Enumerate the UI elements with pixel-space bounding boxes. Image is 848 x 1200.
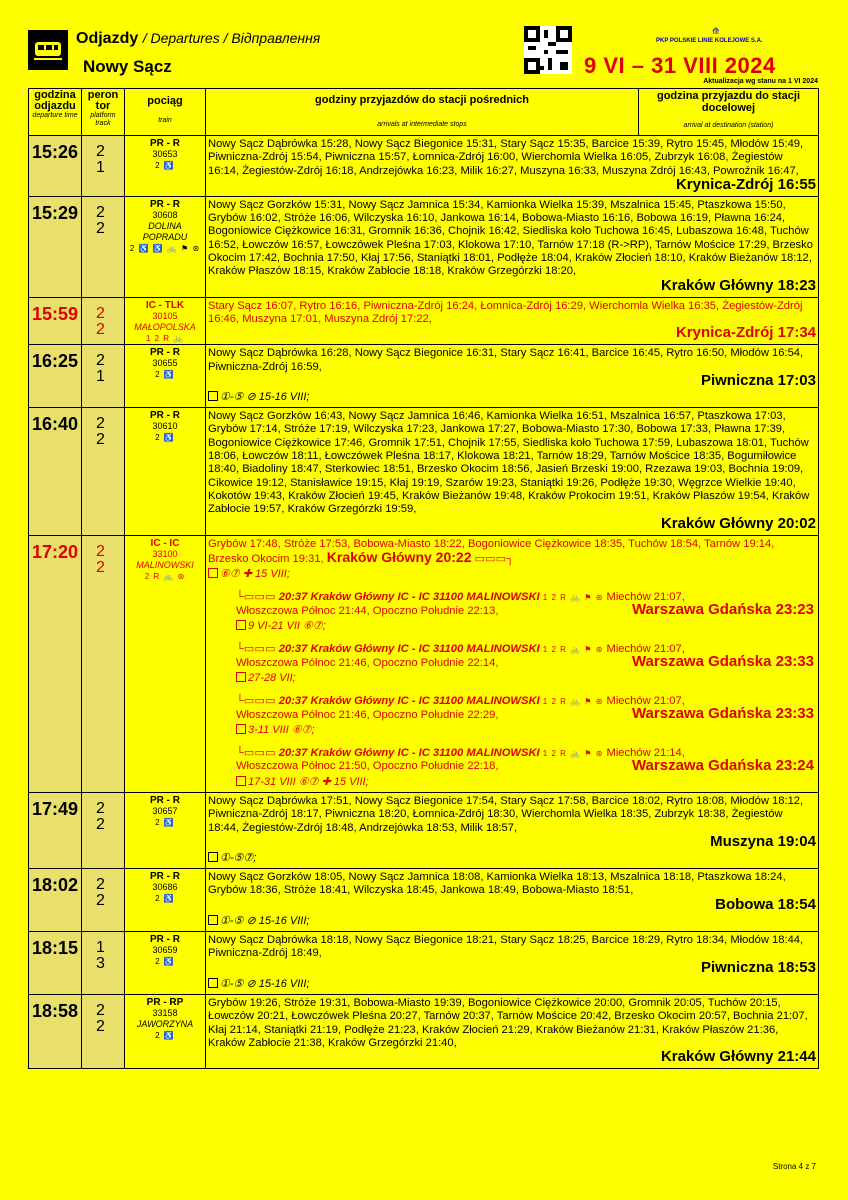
destination: Piwniczna 17:03 bbox=[700, 371, 816, 389]
table-row bbox=[29, 196, 819, 297]
update-note: Aktualizacja wg stanu na 1 VI 2024 bbox=[703, 78, 818, 85]
transfer-icon: └▭▭▭ bbox=[236, 643, 276, 656]
connection-destination: Warszawa Gdańska 23:23 bbox=[631, 601, 814, 619]
train-logo-icon bbox=[28, 30, 68, 70]
amenity-icons: 2 ♿ bbox=[155, 957, 175, 967]
platform-track: 1 3 bbox=[82, 932, 125, 995]
stops-cell: Nowy Sącz Gorzków 18:05, Nowy Sącz Jamnica 18:08, Kamionka Wielka 18:13, Mszalnica 18:18, Ptaszkowa 18:24, Grybów 18:36, Stróże 18:41, Wilczyska 18:45, Jankowa 18:49, Bobowa-Miasto 18:51, Bobowa 18:54 ①-⑤ ⊘ 15-16 VIII; bbox=[206, 869, 819, 932]
calendar-icon bbox=[208, 852, 218, 862]
departure-time: 16:25 bbox=[29, 345, 82, 408]
calendar-icon bbox=[208, 391, 218, 401]
platform-track: 2 1 bbox=[82, 345, 125, 408]
page-number: Strona 4 z 7 bbox=[772, 1162, 816, 1171]
stops-cell: Grybów 19:26, Stróże 19:31, Bobowa-Miasto 19:39, Bogoniowice Ciężkowice 20:00, Gromnik 20:05, Tuchów 20:15, Łowczów 20:21, Łowczówek Pleśna 20:27, Tarnów 20:37, Tarnów Mościce 20:42, Brzesko Okocim 20:57, Bochnia 21:07, Kłaj 21:14, Staniątki 21:19, Podłęże 21:23, Kraków Złocień 21:29, Kraków Bieżanów 21:31, Kraków Płaszów 21:36, Kraków Zabłocie 21:38, Kraków Grzegórzki 21:40, Kraków Główny 21:44 bbox=[206, 994, 819, 1068]
departure-time: 18:15 bbox=[29, 932, 82, 995]
train-info: PR - R 30608 DOLINA POPRADU 2 ♿ ♿ 🚲 ⚑ ⊛ bbox=[125, 196, 206, 297]
platform-track: 2 2 bbox=[82, 297, 125, 345]
destination: Kraków Główny 21:44 bbox=[660, 1048, 816, 1066]
train-info: PR - R 30653 2 ♿ bbox=[125, 136, 206, 197]
amenity-icons: 2 ♿ bbox=[155, 894, 175, 904]
departures-table bbox=[28, 88, 819, 1069]
table-row bbox=[29, 345, 819, 408]
table-header bbox=[29, 89, 819, 136]
transfer-icon: └▭▭▭ bbox=[236, 591, 276, 604]
table-row bbox=[29, 136, 819, 197]
departure-time: 15:59 bbox=[29, 297, 82, 345]
page-header bbox=[28, 26, 818, 88]
train-connection-icon: ▭▭▭┐ bbox=[474, 552, 515, 565]
platform-track: 2 2 bbox=[82, 196, 125, 297]
transfer-icon: └▭▭▭ bbox=[236, 695, 276, 708]
connection-item: └▭▭▭ 20:37 Kraków Główny IC - IC 31100 MALINOWSKI 1 2 R 🚲 ⚑ ⊛ Miechów 21:07, Włoszczowa Północ 21:44, Opoczno Południe 22:13, Warszawa Gdańska 23:23 9 VI-21 VII ⑥⑦; bbox=[236, 591, 814, 633]
train-info: PR - R 30659 2 ♿ bbox=[125, 932, 206, 995]
connection-item: └▭▭▭ 20:37 Kraków Główny IC - IC 31100 MALINOWSKI 1 2 R 🚲 ⚑ ⊛ Miechów 21:14, Włoszczowa Północ 21:50, Opoczno Południe 22:18, Warszawa Gdańska 23:24 17-31 VIII ⑥⑦ ✚ 15 VIII; bbox=[236, 747, 814, 788]
stops-cell: Nowy Sącz Dąbrówka 16:28, Nowy Sącz Biegonice 16:31, Stary Sącz 16:41, Barcice 16:45, Rytro 16:50, Młodów 16:54, Piwniczna-Zdrój 16:59, Piwniczna 17:03 ①-⑤ ⊘ 15-16 VIII; bbox=[206, 345, 819, 408]
train-info: IC - TLK 30105 MAŁOPOLSKA 1 2 R 🚲 bbox=[125, 297, 206, 345]
platform-track: 2 2 bbox=[82, 869, 125, 932]
destination: Kraków Główny 20:02 bbox=[660, 514, 816, 532]
calendar-icon bbox=[208, 568, 218, 578]
amenity-icons: 2 ♿ bbox=[155, 370, 175, 380]
departure-time: 15:26 bbox=[29, 136, 82, 197]
col-destination: godzina przyjazdu do stacji docelowej arrival at destination (station) bbox=[638, 89, 818, 135]
train-info: PR - R 30686 2 ♿ bbox=[125, 869, 206, 932]
calendar-icon bbox=[236, 672, 246, 682]
operator-name: PKP POLSKIE LINIE KOLEJOWE S.A. bbox=[656, 38, 763, 44]
connection-destination: Warszawa Gdańska 23:24 bbox=[631, 757, 814, 775]
platform-track: 2 2 bbox=[82, 994, 125, 1068]
departure-time: 16:40 bbox=[29, 408, 82, 535]
table-row bbox=[29, 994, 819, 1068]
departure-time: 15:29 bbox=[29, 196, 82, 297]
connection-destination: Warszawa Gdańska 23:33 bbox=[631, 653, 814, 671]
departure-time: 17:49 bbox=[29, 792, 82, 868]
amenity-icons: 2 ♿ ♿ 🚲 ⚑ ⊛ bbox=[129, 243, 201, 253]
amenity-icons: 2 ♿ bbox=[155, 817, 175, 827]
stops-cell: Nowy Sącz Gorzków 15:31, Nowy Sącz Jamnica 15:34, Kamionka Wielka 15:39, Mszalnica 15:45, Ptaszkowa 15:50, Grybów 16:02, Stróże 16:06, Wilczyska 16:10, Jankowa 16:14, Bobowa-Miasto 16:16, Bobowa 16:19, Pławna 16:24, Bogoniowice Ciężkowice 16:31, Gromnik 16:36, Chojnik 16:42, Siedliska koło Tuchowa 16:45, Lubaszowa 16:48, Tuchów 16:52, Łowczów 16:57, Łowczówek Pleśna 17:03, Klokowa 17:10, Tarnów 17:18 (R->RP), Tarnów Mościce 17:29, Brzesko Okocim 17:42, Bochnia 17:50, Kłaj 17:56, Staniątki 18:01, Podłęże 18:04, Kraków Złocień 18:10, Kraków Bieżanów 18:12, Kraków Płaszów 18:15, Kraków Zabłocie 18:18, Kraków Grzegórzki 18:20, Kraków Główny 18:23 bbox=[206, 196, 819, 297]
amenity-icons: 1 2 R 🚲 bbox=[145, 333, 185, 343]
platform-track: 2 2 bbox=[82, 408, 125, 535]
amenity-icons: 2 ♿ bbox=[155, 1030, 175, 1040]
col-platform: peron tor platform track bbox=[82, 89, 125, 136]
stops-cell: Nowy Sącz Dąbrówka 17:51, Nowy Sącz Biegonice 17:54, Stary Sącz 17:58, Barcice 18:02, Rytro 18:08, Młodów 18:12, Piwniczna-Zdrój 18:17, Piwniczna 18:20, Łomnica-Zdrój 18:30, Wierchomla Wielka 18:35, Zubrzyk 18:38, Żegiestów 18:44, Żegiestów-Zdrój 18:48, Andrzejówka 18:53, Milik 18:57, Muszyna 19:04 ①-⑤⑦; bbox=[206, 792, 819, 868]
amenity-icons: 2 ♿ bbox=[155, 433, 175, 443]
calendar-icon bbox=[236, 776, 246, 786]
validity-period: 9 VI – 31 VIII 2024 bbox=[584, 53, 776, 78]
table-row bbox=[29, 297, 819, 345]
station-name: Nowy Sącz bbox=[83, 57, 172, 76]
departure-time: 18:02 bbox=[29, 869, 82, 932]
destination: Krynica-Zdrój 16:55 bbox=[675, 175, 816, 193]
departure-time: 18:58 bbox=[29, 994, 82, 1068]
page-title: Odjazdy / Departures / Відправлення bbox=[76, 30, 321, 47]
connection-item: └▭▭▭ 20:37 Kraków Główny IC - IC 31100 MALINOWSKI 1 2 R 🚲 ⚑ ⊛ Miechów 21:07, Włoszczowa Północ 21:46, Opoczno Południe 22:14, Warszawa Gdańska 23:33 27-28 VII; bbox=[236, 643, 814, 684]
col-departure: godzina odjazdu departure time bbox=[29, 89, 82, 136]
connection-item: └▭▭▭ 20:37 Kraków Główny IC - IC 31100 MALINOWSKI 1 2 R 🚲 ⚑ ⊛ Miechów 21:07, Włoszczowa Północ 21:46, Opoczno Południe 22:29, Warszawa Gdańska 23:33 3-11 VIII ⑥⑦; bbox=[236, 695, 814, 736]
table-row bbox=[29, 869, 819, 932]
destination: Kraków Główny 18:23 bbox=[660, 276, 816, 294]
destination: Muszyna 19:04 bbox=[710, 832, 816, 850]
train-info: PR - R 30657 2 ♿ bbox=[125, 792, 206, 868]
col-train: pociąg train bbox=[125, 89, 206, 136]
amenity-icons: 2 ♿ bbox=[155, 161, 175, 170]
table-row bbox=[29, 408, 819, 535]
transfer-icon: └▭▭▭ bbox=[236, 747, 276, 760]
destination: Krynica-Zdrój 17:34 bbox=[675, 324, 816, 342]
destination: Bobowa 18:54 bbox=[715, 895, 816, 913]
table-row: 17:20 2 2 IC - IC 33100 MALINOWSKI 2 R 🚲 ⊛ Grybów 17:48, Stróże 17:53, Bobowa-Miasto 18:22, Bogoniowice Ciężkowice 18:35, Tuchów 18:54, Tarnów 19:14, Brzesko Okocim 19:31, Kraków Główny 20:22 ▭▭▭┐ ⑥⑦ ✚ 15 VIII; └▭▭▭ 20:37 Kraków Główny IC - IC 31100 MALINOWSKI 1 2 R 🚲 ⚑ ⊛ Miechów 21:07, Włoszczowa Północ 21:44, Opoczno Południe 22:13, Warszawa Gdańska 23:23 9 VI-21 VII ⑥⑦; └▭▭▭ 20:37 Kraków Główny IC - IC 31100 MALINOWSKI 1 2 R 🚲 ⚑ ⊛ Miechów 21:07, Włoszczowa Północ 21:46, Opoczno Południe 22:14, Warszawa Gdańska 23:33 27-28 VII; └▭▭▭ 20:37 Kraków Główny IC - IC 31100 MALINOWSKI 1 2 R 🚲 ⚑ ⊛ Miechów 21:07, Włoszczowa Północ 21:46, Opoczno Południe 22:29, Warszawa Gdańska 23:33 3-11 VIII ⑥⑦; └▭▭▭ 20:37 Kraków Główny IC - IC 31100 MALINOWSKI 1 2 R 🚲 ⚑ ⊛ Miechów 21:14, Włoszczowa Północ 21:50, Opoczno Południe 22:18, Warszawa Gdańska 23:24 17-31 VIII ⑥⑦ ✚ 15 VIII; bbox=[29, 535, 819, 792]
train-info: PR - R 30610 2 ♿ bbox=[125, 408, 206, 535]
stops-cell: Nowy Sącz Gorzków 16:43, Nowy Sącz Jamnica 16:46, Kamionka Wielka 16:51, Mszalnica 16:57, Ptaszkowa 17:03, Grybów 17:14, Stróże 17:19, Wilczyska 17:23, Jankowa 17:27, Bobowa-Miasto 17:30, Bobowa 17:33, Pławna 17:39, Bogoniowice Ciężkowice 17:46, Gromnik 17:51, Chojnik 17:55, Siedliska koło Tuchowa 17:59, Lubaszowa 18:01, Tuchów 18:06, Łowczów 18:11, Łowczówek Pleśna 18:17, Klokowa 18:21, Tarnów 18:29, Tarnów Mościce 18:35, Bogumiłowice 18:40, Biadoliny 18:47, Sterkowiec 18:51, Brzesko Okocim 18:56, Jasień Brzeski 19:00, Rzezawa 19:03, Bochnia 19:09, Cikowice 19:12, Stanisławice 19:15, Kłaj 19:19, Szarów 19:23, Staniątki 19:26, Podłęże 19:30, Węgrzce Wielkie 19:40, Kokotów 19:43, Kraków Złocień 19:45, Kraków Bieżanów 19:48, Kraków Prokocim 19:51, Kraków Płaszów 19:54, Kraków Zabłocie 19:57, Kraków Grzegórzki 19:59, Kraków Główny 20:02 bbox=[206, 408, 819, 535]
calendar-icon bbox=[208, 915, 218, 925]
col-stops: godziny przyjazdów do stacji pośrednich arrivals at intermediate stops godzina przyjazdu do stacji docelowej arrival at destination (station) bbox=[206, 89, 819, 136]
calendar-icon bbox=[208, 978, 218, 988]
platform-track: 2 2 bbox=[82, 792, 125, 868]
platform-track: 2 1 bbox=[82, 136, 125, 197]
pkp-logo-icon: ⟰ bbox=[712, 26, 720, 36]
train-info: PR - RP 33158 JAWORZYNA 2 ♿ bbox=[125, 994, 206, 1068]
calendar-icon bbox=[236, 620, 246, 630]
stops-cell: Nowy Sącz Dąbrówka 18:18, Nowy Sącz Biegonice 18:21, Stary Sącz 18:25, Barcice 18:29, Rytro 18:34, Młodów 18:44, Piwniczna-Zdrój 18:49, Piwniczna 18:53 ①-⑤ ⊘ 15-16 VIII; bbox=[206, 932, 819, 995]
stops-cell: Nowy Sącz Dąbrówka 15:28, Nowy Sącz Biegonice 15:31, Stary Sącz 15:35, Barcice 15:39, Rytro 15:45, Młodów 15:49, Piwniczna-Zdrój 15:54, Piwniczna 15:57, Łomnica-Zdrój 16:00, Wierchomla Wielka 16:05, Zubrzyk 16:08, Żegiestów 16:14, Żegiestów-Zdrój 16:18, Andrzejówka 16:23, Milik 16:27, Muszyna 16:33, Muszyna Zdrój 16:43, Powroźnik 16:47, Krynica-Zdrój 16:55 bbox=[206, 136, 819, 197]
qr-code-icon bbox=[524, 26, 572, 74]
connection-destination: Warszawa Gdańska 23:33 bbox=[631, 705, 814, 723]
calendar-icon bbox=[236, 724, 246, 734]
table-row bbox=[29, 932, 819, 995]
table-row bbox=[29, 792, 819, 868]
destination: Piwniczna 18:53 bbox=[700, 958, 816, 976]
train-info: PR - R 30655 2 ♿ bbox=[125, 345, 206, 408]
stops-cell: Stary Sącz 16:07, Rytro 16:16, Piwniczna-Zdrój 16:24, Łomnica-Zdrój 16:29, Wierchomla Wielka 16:35, Żegiestów-Zdrój 16:46, Muszyna 17:01, Muszyna Zdrój 17:22, Krynica-Zdrój 17:34 bbox=[206, 297, 819, 345]
